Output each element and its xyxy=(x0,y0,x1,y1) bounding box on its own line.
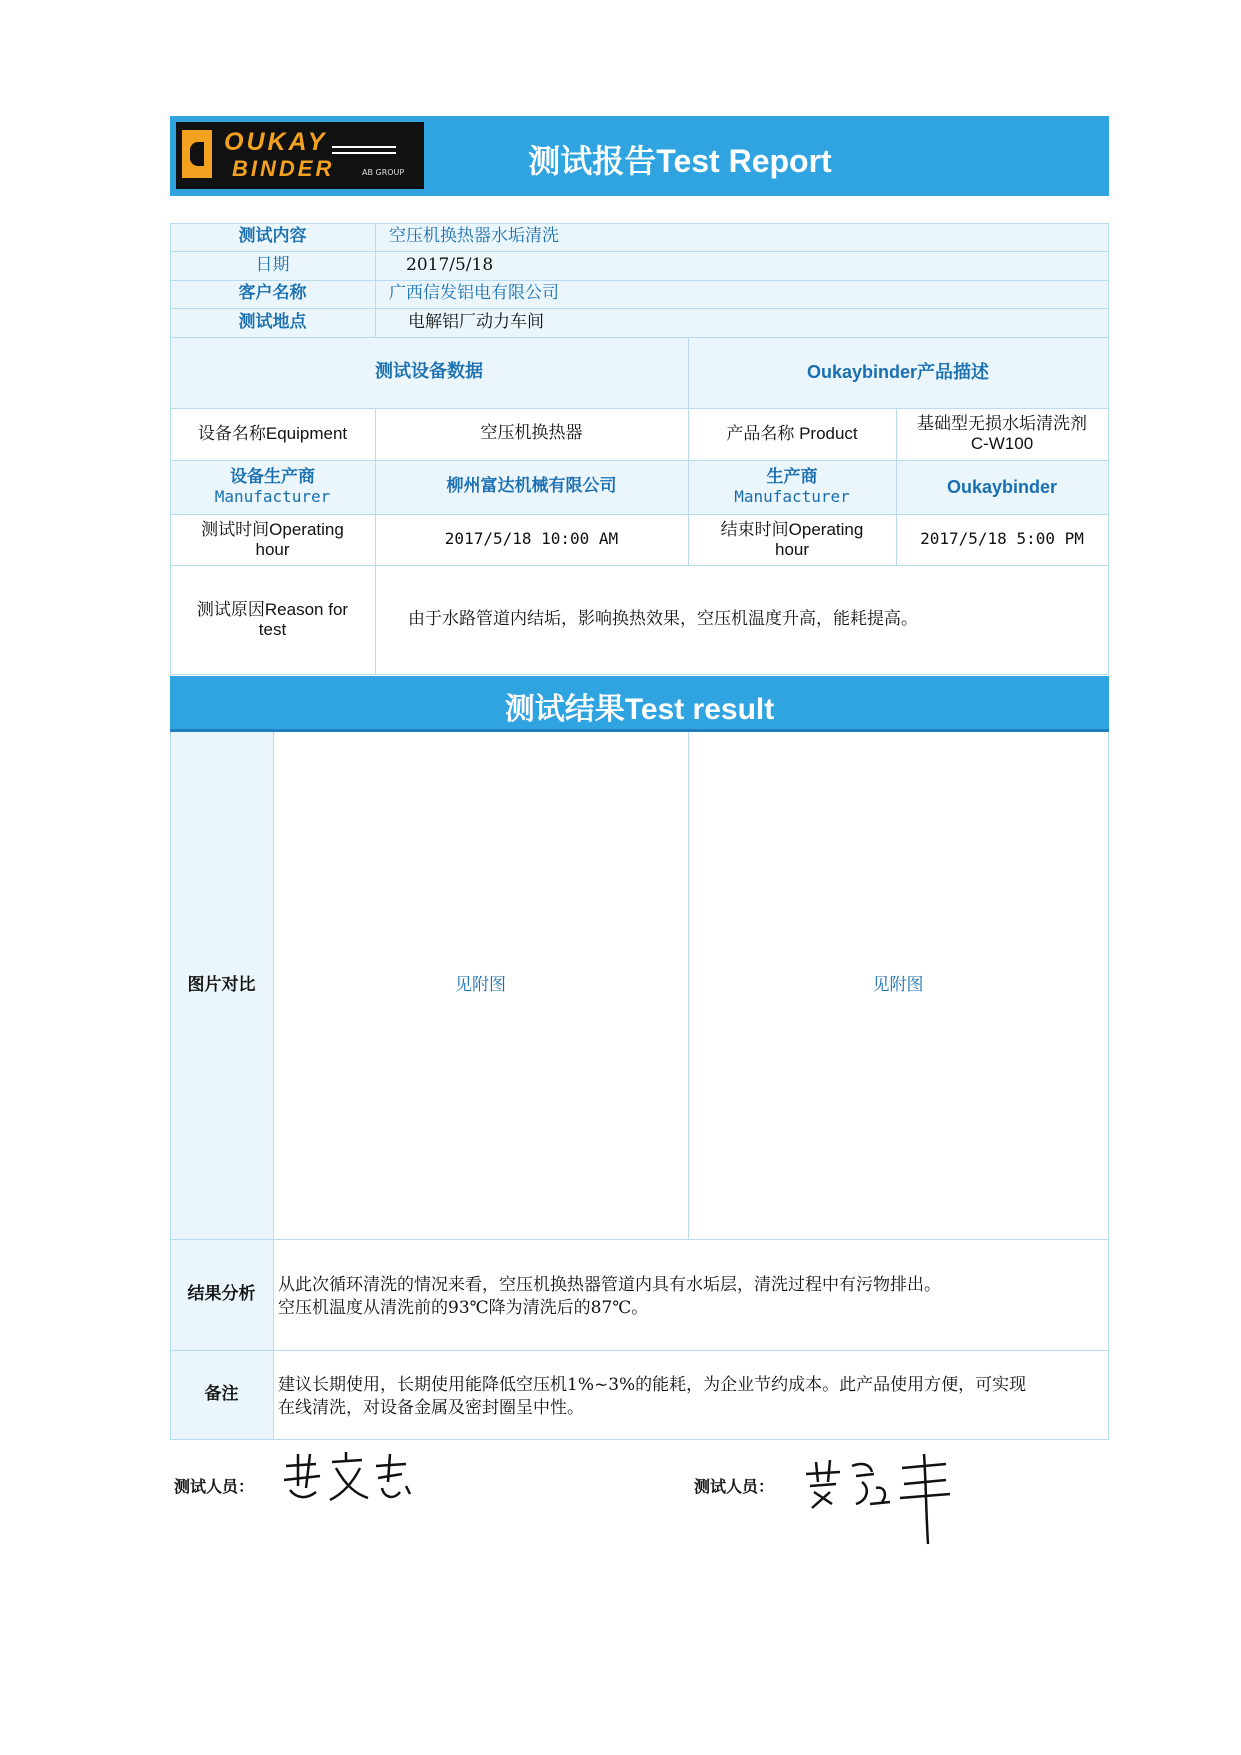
info-label-content: 测试内容 xyxy=(238,226,307,247)
info-label-location: 测试地点 xyxy=(238,311,307,332)
producer-label xyxy=(688,460,896,514)
notes-line2: 在线清洗，对设备金属及密封圈呈中性。 xyxy=(278,1398,584,1418)
logo-lines-icon xyxy=(332,146,396,154)
end-time-label xyxy=(688,514,896,565)
analysis-text xyxy=(278,1274,1103,1320)
start-time-label-line2: hour xyxy=(255,539,290,559)
tester-label-left: 测试人员： xyxy=(174,1477,255,1496)
end-time-value: 2017/5/18 5:00 PM xyxy=(920,529,1084,549)
start-time-label-line1: 测试时间Operating xyxy=(201,519,344,539)
info-value-content: 空压机换热器水垢清洗 xyxy=(389,226,559,247)
test-result-title: 测试结果Test result xyxy=(504,693,775,726)
report-title: 测试报告Test Report xyxy=(528,143,832,179)
reason-value: 由于水路管道内结垢，影响换热效果，空压机温度升高，能耗提高。 xyxy=(408,608,918,629)
reason-label xyxy=(170,565,375,674)
producer-value: Oukaybinder xyxy=(946,476,1058,497)
tester-label-right: 测试人员： xyxy=(694,1477,775,1496)
product-name-line2: C-W100 xyxy=(970,434,1034,453)
equipment-name-value: 空压机换热器 xyxy=(480,423,583,444)
product-name-line1: 基础型无损水垢清洗剂 xyxy=(917,414,1087,434)
reason-label-line2: test xyxy=(258,619,287,639)
info-value-date: 2017/5/18 xyxy=(406,254,494,275)
notes-label: 备注 xyxy=(204,1383,239,1404)
manufacturer-value: 柳州富达机械有限公司 xyxy=(446,476,617,497)
photo-before-placeholder: 见附图 xyxy=(455,974,506,995)
manufacturer-label-en: Manufacturer xyxy=(214,486,331,506)
product-description-header: Oukaybinder产品描述 xyxy=(806,362,990,383)
info-value-customer: 广西信发铝电有限公司 xyxy=(389,283,559,304)
producer-label-en: Manufacturer xyxy=(734,486,850,506)
notes-line1: 建议长期使用，长期使用能降低空压机1%~3%的能耗，为企业节约成本。此产品使用方便，可实现 xyxy=(278,1375,1027,1395)
info-value-location: 电解铝厂动力车间 xyxy=(408,311,544,332)
end-time-label-line2: hour xyxy=(774,539,810,559)
logo-subtext: AB GROUP xyxy=(362,168,405,177)
info-label-customer: 客户名称 xyxy=(238,283,307,304)
end-time-label-line1: 结束时间Operating xyxy=(720,519,864,539)
equipment-data-header: 测试设备数据 xyxy=(375,361,483,383)
signature-left xyxy=(276,1446,416,1506)
logo-text-line1: OUKAY xyxy=(224,128,328,156)
manufacturer-label-cn: 设备生产商 xyxy=(230,467,315,488)
photo-after-placeholder: 见附图 xyxy=(872,974,924,995)
logo-text-line2: BINDER xyxy=(232,156,335,181)
signature-right xyxy=(800,1452,960,1548)
info-label-date: 日期 xyxy=(255,254,290,275)
analysis-line1: 从此次循环清洗的情况来看，空压机换热器管道内具有水垢层，清洗过程中有污物排出。 xyxy=(278,1275,941,1295)
product-name-label: 产品名称 Product xyxy=(726,424,858,444)
producer-label-cn: 生产商 xyxy=(766,467,818,488)
equipment-name-label: 设备名称Equipment xyxy=(197,424,348,444)
analysis-line2: 空压机温度从清洗前的93℃降为清洗后的87℃。 xyxy=(278,1298,649,1318)
product-name-value xyxy=(896,408,1108,460)
manufacturer-label xyxy=(170,460,375,514)
start-time-value: 2017/5/18 10:00 AM xyxy=(444,529,619,549)
start-time-label xyxy=(170,514,375,565)
photo-comparison-label: 图片对比 xyxy=(187,974,256,995)
logo-mark-icon xyxy=(182,130,212,178)
analysis-label: 结果分析 xyxy=(187,1283,256,1304)
notes-text xyxy=(278,1374,1103,1420)
reason-label-line1: 测试原因Reason for xyxy=(196,599,349,619)
